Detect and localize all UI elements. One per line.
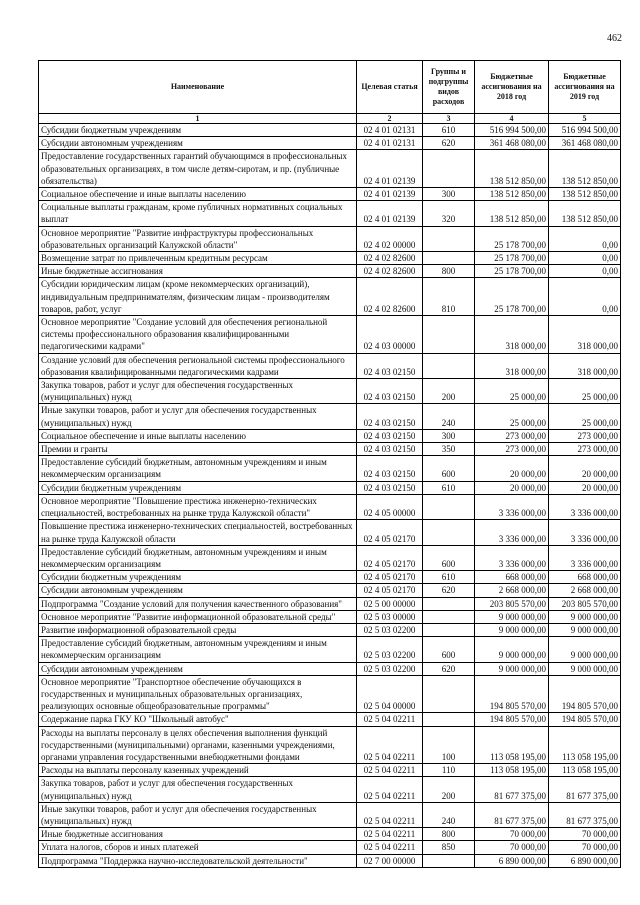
row-budget-2018-cell: 138 512 850,00 (475, 188, 549, 201)
row-expense-group-cell (423, 252, 475, 265)
row-target-article-cell: 02 4 05 02170 (357, 571, 423, 584)
row-name-cell: Содержание парка ГКУ КО "Школьный автобус" (39, 713, 357, 726)
row-budget-2019-cell: 0,00 (549, 252, 621, 265)
row-budget-2019-cell: 361 468 080,00 (549, 137, 621, 150)
row-budget-2018-cell: 81 677 375,00 (475, 802, 549, 827)
row-name-cell: Расходы на выплаты персоналу в целях обеспечения выполнения функций государственными (муниципальными) органами, казенными учреждениями, органами управления государственными внебюджетными фондами (39, 726, 357, 764)
column-number: 4 (475, 114, 549, 124)
row-name-cell: Основное мероприятие "Повышение престижа инженерно-технических специальностей, востребованных на рынке труда Калужской области" (39, 494, 357, 519)
row-name-cell: Закупка товаров, работ и услуг для обеспечения государственных (муниципальных) нужд (39, 379, 357, 404)
row-budget-2019-cell: 81 677 375,00 (549, 802, 621, 827)
table-row (39, 637, 621, 662)
row-budget-2018-cell: 20 000,00 (475, 481, 549, 494)
table-row (39, 252, 621, 265)
table-row (39, 404, 621, 429)
row-budget-2019-cell: 138 512 850,00 (549, 188, 621, 201)
row-name-cell: Основное мероприятие "Развитие информационной образовательной среды" (39, 610, 357, 623)
column-number: 5 (549, 114, 621, 124)
row-budget-2018-cell: 25 178 700,00 (475, 252, 549, 265)
budget-table (38, 60, 621, 868)
table-row (39, 841, 621, 854)
row-target-article-cell: 02 4 03 02150 (357, 379, 423, 404)
table-row (39, 265, 621, 278)
row-expense-group-cell: 600 (423, 637, 475, 662)
row-budget-2018-cell: 9 000 000,00 (475, 637, 549, 662)
table-row (39, 316, 621, 354)
table-row (39, 481, 621, 494)
row-target-article-cell: 02 4 05 00000 (357, 494, 423, 519)
row-budget-2019-cell: 6 890 000,00 (549, 854, 621, 867)
row-name-cell: Закупка товаров, работ и услуг для обеспечения государственных (муниципальных) нужд (39, 777, 357, 802)
row-budget-2019-cell: 0,00 (549, 278, 621, 316)
row-budget-2018-cell: 25 178 700,00 (475, 226, 549, 251)
row-budget-2018-cell: 20 000,00 (475, 456, 549, 481)
row-budget-2019-cell: 9 000 000,00 (549, 637, 621, 662)
table-row (39, 597, 621, 610)
row-budget-2019-cell: 2 668 000,00 (549, 584, 621, 597)
table-row (39, 353, 621, 378)
row-name-cell: Социальное обеспечение и иные выплаты населению (39, 429, 357, 442)
row-budget-2018-cell: 2 668 000,00 (475, 584, 549, 597)
row-budget-2019-cell: 20 000,00 (549, 481, 621, 494)
row-expense-group-cell (423, 713, 475, 726)
table-body (39, 124, 621, 868)
row-expense-group-cell: 300 (423, 429, 475, 442)
row-target-article-cell: 02 4 03 02150 (357, 429, 423, 442)
row-name-cell: Социальное обеспечение и иные выплаты населению (39, 188, 357, 201)
table-row (39, 188, 621, 201)
row-target-article-cell: 02 4 02 82600 (357, 265, 423, 278)
row-expense-group-cell: 200 (423, 777, 475, 802)
row-budget-2019-cell: 0,00 (549, 226, 621, 251)
row-budget-2019-cell: 138 512 850,00 (549, 150, 621, 188)
table-row (39, 584, 621, 597)
row-expense-group-cell: 850 (423, 841, 475, 854)
table-row (39, 456, 621, 481)
page-number: 462 (607, 33, 622, 44)
row-budget-2018-cell: 70 000,00 (475, 828, 549, 841)
row-expense-group-cell: 610 (423, 124, 475, 137)
table-header (39, 61, 621, 124)
row-budget-2018-cell: 273 000,00 (475, 429, 549, 442)
row-name-cell: Субсидии бюджетным учреждениям (39, 571, 357, 584)
table-row (39, 545, 621, 570)
table-row (39, 571, 621, 584)
row-expense-group-cell (423, 623, 475, 636)
table-row (39, 777, 621, 802)
row-budget-2019-cell: 668 000,00 (549, 571, 621, 584)
column-number: 1 (39, 114, 357, 124)
row-budget-2019-cell: 194 805 570,00 (549, 713, 621, 726)
row-name-cell: Субсидии бюджетным учреждениям (39, 481, 357, 494)
row-budget-2019-cell: 9 000 000,00 (549, 662, 621, 675)
row-target-article-cell: 02 5 04 02211 (357, 802, 423, 827)
table-row (39, 802, 621, 827)
row-budget-2019-cell: 516 994 500,00 (549, 124, 621, 137)
row-target-article-cell: 02 4 01 02139 (357, 188, 423, 201)
row-budget-2018-cell: 194 805 570,00 (475, 713, 549, 726)
column-number: 2 (357, 114, 423, 124)
row-expense-group-cell: 350 (423, 443, 475, 456)
column-number: 3 (423, 114, 475, 124)
table-row (39, 828, 621, 841)
row-target-article-cell: 02 4 01 02139 (357, 201, 423, 226)
table-row (39, 494, 621, 519)
row-budget-2019-cell: 20 000,00 (549, 456, 621, 481)
row-budget-2019-cell: 318 000,00 (549, 316, 621, 354)
row-budget-2018-cell: 516 994 500,00 (475, 124, 549, 137)
table-row (39, 443, 621, 456)
row-expense-group-cell (423, 494, 475, 519)
row-budget-2019-cell: 0,00 (549, 265, 621, 278)
row-expense-group-cell: 600 (423, 456, 475, 481)
row-budget-2018-cell: 203 805 570,00 (475, 597, 549, 610)
row-name-cell: Создание условий для обеспечения региональной системы профессионального образования квалифицированными педагогическими кадрами (39, 353, 357, 378)
row-target-article-cell: 02 5 03 02200 (357, 662, 423, 675)
row-budget-2019-cell: 70 000,00 (549, 841, 621, 854)
row-name-cell: Субсидии бюджетным учреждениям (39, 124, 357, 137)
row-target-article-cell: 02 5 04 00000 (357, 675, 423, 713)
row-budget-2018-cell: 273 000,00 (475, 443, 549, 456)
row-name-cell: Подпрограмма "Создание условий для получения качественного образования" (39, 597, 357, 610)
row-budget-2019-cell: 273 000,00 (549, 429, 621, 442)
table-row (39, 726, 621, 764)
row-budget-2019-cell: 25 000,00 (549, 379, 621, 404)
row-target-article-cell: 02 4 03 02150 (357, 404, 423, 429)
row-budget-2019-cell: 3 336 000,00 (549, 494, 621, 519)
row-expense-group-cell: 240 (423, 802, 475, 827)
row-budget-2019-cell: 203 805 570,00 (549, 597, 621, 610)
row-name-cell: Иные закупки товаров, работ и услуг для обеспечения государственных (муниципальных) нужд (39, 404, 357, 429)
row-name-cell: Предоставление субсидий бюджетным, автономным учреждениям и иным некоммерческим организациям (39, 456, 357, 481)
table-row (39, 379, 621, 404)
row-name-cell: Предоставление субсидий бюджетным, автономным учреждениям и иным некоммерческим организациям (39, 545, 357, 570)
row-target-article-cell: 02 4 03 00000 (357, 316, 423, 354)
table-row (39, 713, 621, 726)
row-expense-group-cell (423, 353, 475, 378)
row-budget-2018-cell: 668 000,00 (475, 571, 549, 584)
row-expense-group-cell (423, 597, 475, 610)
row-expense-group-cell (423, 610, 475, 623)
row-expense-group-cell (423, 226, 475, 251)
row-name-cell: Иные бюджетные ассигнования (39, 828, 357, 841)
row-expense-group-cell: 200 (423, 379, 475, 404)
row-target-article-cell: 02 4 05 02170 (357, 584, 423, 597)
row-target-article-cell: 02 4 02 82600 (357, 252, 423, 265)
table-row (39, 623, 621, 636)
row-budget-2018-cell: 81 677 375,00 (475, 777, 549, 802)
row-name-cell: Субсидии автономным учреждениям (39, 137, 357, 150)
row-expense-group-cell (423, 316, 475, 354)
row-budget-2019-cell: 318 000,00 (549, 353, 621, 378)
row-expense-group-cell: 620 (423, 137, 475, 150)
row-name-cell: Социальные выплаты гражданам, кроме публичных нормативных социальных выплат (39, 201, 357, 226)
row-budget-2018-cell: 25 000,00 (475, 404, 549, 429)
row-expense-group-cell (423, 520, 475, 545)
row-name-cell: Субсидии автономным учреждениям (39, 584, 357, 597)
row-budget-2018-cell: 25 178 700,00 (475, 265, 549, 278)
row-target-article-cell: 02 4 02 82600 (357, 278, 423, 316)
row-budget-2018-cell: 6 890 000,00 (475, 854, 549, 867)
row-expense-group-cell: 810 (423, 278, 475, 316)
row-budget-2019-cell: 194 805 570,00 (549, 675, 621, 713)
row-budget-2018-cell: 361 468 080,00 (475, 137, 549, 150)
row-name-cell: Основное мероприятие "Создание условий для обеспечения региональной системы профессионального образования квалифицированными педагогическими кадрами" (39, 316, 357, 354)
table-row (39, 662, 621, 675)
row-name-cell: Основное мероприятие "Транспортное обеспечение обучающихся в государственных и муниципальных образовательных организациях, реализующих основные общеобразовательные программы" (39, 675, 357, 713)
row-budget-2018-cell: 113 058 195,00 (475, 764, 549, 777)
row-expense-group-cell: 610 (423, 571, 475, 584)
row-target-article-cell: 02 4 01 02139 (357, 150, 423, 188)
row-target-article-cell: 02 5 04 02211 (357, 713, 423, 726)
header-name: Наименование (39, 61, 357, 114)
row-name-cell: Иные бюджетные ассигнования (39, 265, 357, 278)
row-target-article-cell: 02 4 05 02170 (357, 545, 423, 570)
table-row (39, 675, 621, 713)
row-name-cell: Иные закупки товаров, работ и услуг для обеспечения государственных (муниципальных) нужд (39, 802, 357, 827)
header-budget-2019: Бюджетные ассигнования на 2019 год (549, 61, 621, 114)
row-budget-2018-cell: 9 000 000,00 (475, 623, 549, 636)
row-budget-2019-cell: 113 058 195,00 (549, 726, 621, 764)
row-budget-2018-cell: 3 336 000,00 (475, 545, 549, 570)
row-target-article-cell: 02 4 03 02150 (357, 456, 423, 481)
table-row (39, 764, 621, 777)
row-budget-2019-cell: 81 677 375,00 (549, 777, 621, 802)
header-budget-2018: Бюджетные ассигнования на 2018 год (475, 61, 549, 114)
table-row (39, 150, 621, 188)
row-budget-2018-cell: 9 000 000,00 (475, 610, 549, 623)
row-target-article-cell: 02 5 04 02211 (357, 777, 423, 802)
row-target-article-cell: 02 4 03 02150 (357, 353, 423, 378)
row-name-cell: Субсидии автономным учреждениям (39, 662, 357, 675)
header-expense-group: Группы и подгруппы видов расходов (423, 61, 475, 114)
row-name-cell: Возмещение затрат по привлеченным кредитным ресурсам (39, 252, 357, 265)
row-budget-2018-cell: 194 805 570,00 (475, 675, 549, 713)
row-budget-2018-cell: 138 512 850,00 (475, 150, 549, 188)
row-budget-2019-cell: 3 336 000,00 (549, 520, 621, 545)
row-target-article-cell: 02 5 00 00000 (357, 597, 423, 610)
row-expense-group-cell: 300 (423, 188, 475, 201)
row-expense-group-cell (423, 150, 475, 188)
row-target-article-cell: 02 4 01 02131 (357, 124, 423, 137)
row-expense-group-cell: 600 (423, 545, 475, 570)
table-row (39, 226, 621, 251)
row-budget-2018-cell: 25 000,00 (475, 379, 549, 404)
row-target-article-cell: 02 5 04 02211 (357, 726, 423, 764)
row-target-article-cell: 02 4 01 02131 (357, 137, 423, 150)
row-expense-group-cell: 320 (423, 201, 475, 226)
row-budget-2019-cell: 113 058 195,00 (549, 764, 621, 777)
row-target-article-cell: 02 4 02 00000 (357, 226, 423, 251)
table-row (39, 429, 621, 442)
row-target-article-cell: 02 5 04 02211 (357, 764, 423, 777)
row-name-cell: Предоставление государственных гарантий обучающимся в профессиональных образовательных организациях, в том числе детям-сиротам, и пр. (публичные обязательства) (39, 150, 357, 188)
row-expense-group-cell: 610 (423, 481, 475, 494)
row-name-cell: Премии и гранты (39, 443, 357, 456)
table-row (39, 124, 621, 137)
row-expense-group-cell: 800 (423, 828, 475, 841)
row-expense-group-cell (423, 854, 475, 867)
header-target-article: Целевая статья (357, 61, 423, 114)
row-expense-group-cell: 240 (423, 404, 475, 429)
row-budget-2018-cell: 25 178 700,00 (475, 278, 549, 316)
row-name-cell: Расходы на выплаты персоналу казенных учреждений (39, 764, 357, 777)
row-budget-2019-cell: 25 000,00 (549, 404, 621, 429)
row-name-cell: Основное мероприятие "Развитие инфраструктуры профессиональных образовательных организаций Калужской области" (39, 226, 357, 251)
table-row (39, 854, 621, 867)
row-budget-2019-cell: 138 512 850,00 (549, 201, 621, 226)
row-budget-2019-cell: 9 000 000,00 (549, 610, 621, 623)
row-expense-group-cell: 100 (423, 726, 475, 764)
row-target-article-cell: 02 4 05 02170 (357, 520, 423, 545)
row-target-article-cell: 02 7 00 00000 (357, 854, 423, 867)
row-budget-2018-cell: 9 000 000,00 (475, 662, 549, 675)
row-expense-group-cell (423, 675, 475, 713)
row-budget-2019-cell: 273 000,00 (549, 443, 621, 456)
row-name-cell: Уплата налогов, сборов и иных платежей (39, 841, 357, 854)
row-budget-2018-cell: 70 000,00 (475, 841, 549, 854)
row-target-article-cell: 02 5 04 02211 (357, 841, 423, 854)
row-budget-2018-cell: 113 058 195,00 (475, 726, 549, 764)
table-row (39, 520, 621, 545)
table-header-row (39, 61, 621, 114)
table-row (39, 278, 621, 316)
row-name-cell: Предоставление субсидий бюджетным, автономным учреждениям и иным некоммерческим организациям (39, 637, 357, 662)
table-row (39, 137, 621, 150)
row-name-cell: Субсидии юридическим лицам (кроме некоммерческих организаций), индивидуальным предпринимателям, физическим лицам - производителям товаров, работ, услуг (39, 278, 357, 316)
row-name-cell: Повышение престижа инженерно-технических специальностей, востребованных на рынке труда Калужской области (39, 520, 357, 545)
row-expense-group-cell: 800 (423, 265, 475, 278)
table-row (39, 201, 621, 226)
row-budget-2018-cell: 138 512 850,00 (475, 201, 549, 226)
row-target-article-cell: 02 5 03 00000 (357, 610, 423, 623)
column-number-row (39, 114, 621, 124)
row-target-article-cell: 02 4 03 02150 (357, 481, 423, 494)
row-name-cell: Развитие информационной образовательной среды (39, 623, 357, 636)
row-budget-2019-cell: 70 000,00 (549, 828, 621, 841)
row-budget-2018-cell: 318 000,00 (475, 353, 549, 378)
row-target-article-cell: 02 5 04 02211 (357, 828, 423, 841)
row-expense-group-cell: 620 (423, 662, 475, 675)
row-budget-2019-cell: 9 000 000,00 (549, 623, 621, 636)
row-target-article-cell: 02 5 03 02200 (357, 623, 423, 636)
row-budget-2019-cell: 3 336 000,00 (549, 545, 621, 570)
row-budget-2018-cell: 318 000,00 (475, 316, 549, 354)
row-name-cell: Подпрограмма "Поддержка научно-исследовательской деятельности" (39, 854, 357, 867)
row-budget-2018-cell: 3 336 000,00 (475, 494, 549, 519)
row-target-article-cell: 02 4 03 02150 (357, 443, 423, 456)
row-target-article-cell: 02 5 03 02200 (357, 637, 423, 662)
table-row (39, 610, 621, 623)
row-expense-group-cell: 110 (423, 764, 475, 777)
row-expense-group-cell: 620 (423, 584, 475, 597)
row-budget-2018-cell: 3 336 000,00 (475, 520, 549, 545)
